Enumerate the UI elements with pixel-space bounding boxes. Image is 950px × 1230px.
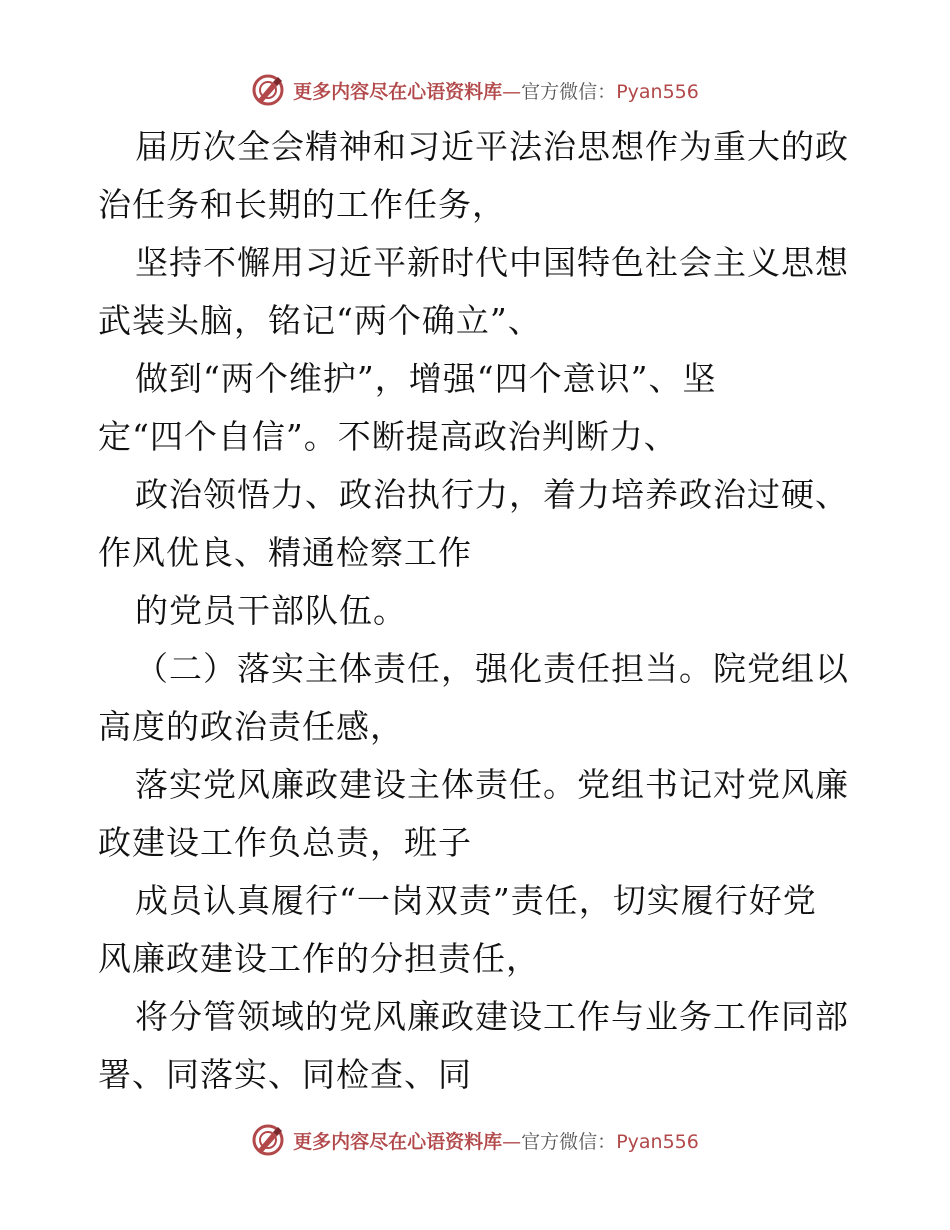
text-line: （二）落实主体责任，强化责任担当。院党组以	[135, 649, 849, 688]
text-line: 坚持不懈用习近平新时代中国特色社会主义思想	[135, 243, 849, 282]
banner-dash: —	[502, 1130, 522, 1153]
text-line: 做到“两个维护”，增强“四个意识”、坚	[135, 359, 717, 398]
banner-dash: —	[502, 80, 522, 103]
header-banner	[0, 68, 950, 112]
text-line: 治任务和长期的工作任务，	[98, 185, 506, 224]
document-body	[98, 118, 858, 1104]
text-line: 将分管领域的党风廉政建设工作与业务工作同部	[135, 997, 849, 1036]
banner-label: 官方微信：	[521, 1130, 617, 1153]
text-line: 作风优良、精通检察工作	[98, 533, 472, 572]
pen-logo-icon	[251, 73, 285, 107]
text-line: 成员认真履行“一岗双责”责任，切实履行好党	[135, 881, 817, 920]
banner-brand: 更多内容尽在心语资料库	[293, 80, 503, 103]
footer-banner	[0, 1118, 950, 1162]
text-line: 的党员干部队伍。	[135, 591, 407, 630]
text-line: 定“四个自信”。不断提高政治判断力、	[98, 417, 678, 456]
banner-text	[293, 77, 699, 104]
banner-text	[293, 1127, 699, 1154]
text-line: 落实党风廉政建设主体责任。党组书记对党风廉	[135, 765, 849, 804]
text-line: 届历次全会精神和习近平法治思想作为重大的政	[135, 127, 849, 166]
banner-handle: Pyan556	[616, 80, 699, 103]
text-line: 政建设工作负总责，班子	[98, 823, 472, 862]
pen-logo-icon	[251, 1123, 285, 1157]
banner-handle: Pyan556	[616, 1130, 699, 1153]
banner-brand: 更多内容尽在心语资料库	[293, 1130, 503, 1153]
text-line: 署、同落实、同检查、同	[98, 1055, 472, 1094]
text-line: 政治领悟力、政治执行力，着力培养政治过硬、	[135, 475, 849, 514]
text-line: 高度的政治责任感，	[98, 707, 404, 746]
text-line: 风廉政建设工作的分担责任，	[98, 939, 540, 978]
banner-label: 官方微信：	[521, 80, 617, 103]
text-line: 武装头脑，铭记“两个确立”、	[98, 301, 542, 340]
